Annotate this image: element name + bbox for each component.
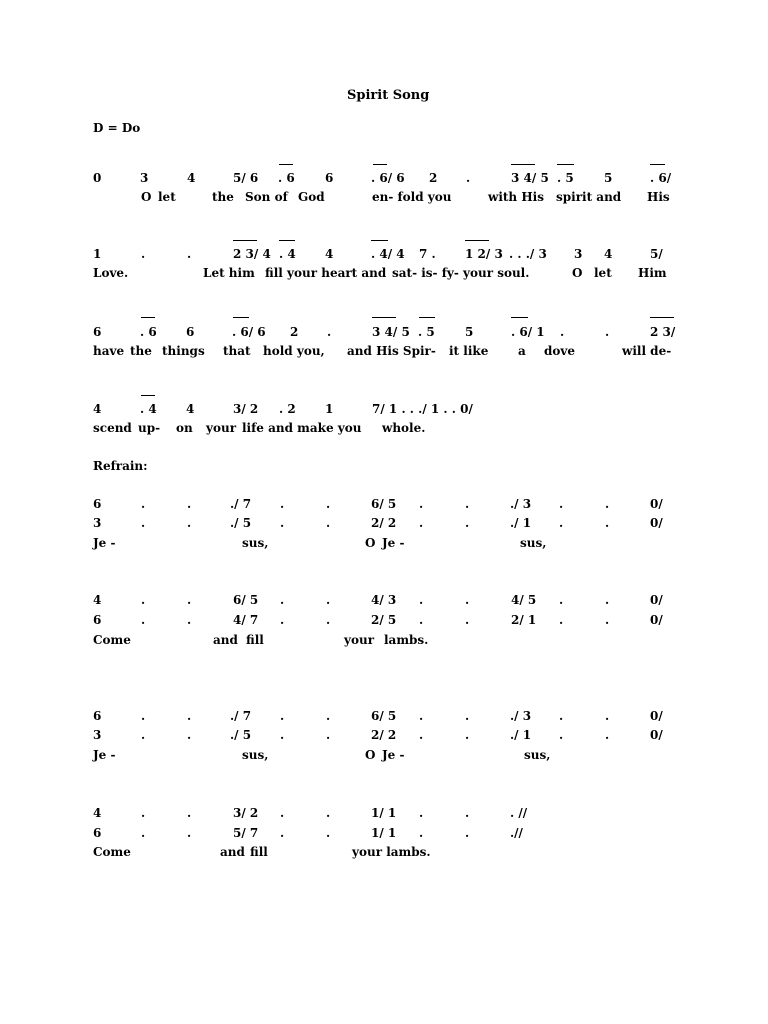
note: . 4 [140, 402, 157, 416]
note: 2 3/ [650, 325, 676, 339]
note: . [465, 806, 470, 820]
note: 6 [325, 171, 334, 185]
note: 0/ [650, 593, 663, 607]
note: . [465, 728, 470, 742]
note: . [559, 516, 564, 530]
lyric: your [206, 421, 237, 435]
beam-mark [465, 240, 489, 241]
beam-mark [233, 317, 249, 318]
note: . [605, 613, 610, 627]
note: . [605, 516, 610, 530]
note: . [187, 593, 192, 607]
key-signature: D = Do [93, 121, 141, 135]
note: . // [510, 806, 528, 820]
lyric: and His Spir- [347, 344, 436, 358]
note: . [141, 826, 146, 840]
note: . [326, 613, 331, 627]
note: 6 [93, 709, 102, 723]
lyric: have [93, 344, 125, 358]
note: . [560, 325, 565, 339]
note: 0/ [650, 516, 663, 530]
note: 0/ [650, 613, 663, 627]
note: . 6 [278, 171, 295, 185]
note: . [326, 826, 331, 840]
lyric: O [141, 190, 152, 204]
note: 5/ 6 [233, 171, 259, 185]
note: . [605, 728, 610, 742]
lyric: hold you, [263, 344, 325, 358]
note: 2 [429, 171, 438, 185]
note: 4/ 3 [371, 593, 397, 607]
note: 5/ 7 [233, 826, 259, 840]
lyric: O [572, 266, 583, 280]
note: 0/ [650, 497, 663, 511]
note: 1 [325, 402, 334, 416]
note: 2/ 2 [371, 516, 397, 530]
lyric: sus, [524, 748, 551, 762]
lyric: that [223, 344, 251, 358]
note: 6 [93, 497, 102, 511]
note: . [559, 728, 564, 742]
note: 2 [290, 325, 299, 339]
lyric: let [158, 190, 176, 204]
note: . 5 [557, 171, 574, 185]
note: 3/ 2 [233, 402, 259, 416]
lyric: Come [93, 633, 131, 647]
note: . [605, 709, 610, 723]
note: . [326, 806, 331, 820]
lyric: the [212, 190, 234, 204]
note: . [280, 806, 285, 820]
note: . [419, 613, 424, 627]
note: 6/ 5 [371, 709, 397, 723]
note: . [141, 247, 146, 261]
beam-mark [419, 317, 435, 318]
lyric: and [213, 633, 238, 647]
lyric: en- fold you [372, 190, 452, 204]
note: . [419, 516, 424, 530]
note: 0 [93, 171, 102, 185]
note: . [187, 516, 192, 530]
note: . [419, 728, 424, 742]
lyric: and [220, 845, 245, 859]
beam-mark [141, 317, 155, 318]
note: . [280, 593, 285, 607]
lyric: sus, [242, 748, 269, 762]
lyric: lambs. [384, 633, 429, 647]
note: 3 [574, 247, 583, 261]
note: . [419, 709, 424, 723]
note: . [419, 593, 424, 607]
note: . [559, 709, 564, 723]
note: . [465, 826, 470, 840]
note: ./ 7 [230, 497, 252, 511]
note: . [280, 728, 285, 742]
note: 1 [93, 247, 102, 261]
lyric: Love. [93, 266, 129, 280]
lyric: Son of [245, 190, 288, 204]
note: 4 [93, 593, 102, 607]
note: 6/ 5 [233, 593, 259, 607]
beam-mark [372, 317, 396, 318]
lyric: dove [544, 344, 576, 358]
note: . . ./ 3 [509, 247, 547, 261]
note: ./ 1 [510, 516, 532, 530]
lyric: His [647, 190, 670, 204]
beam-mark [371, 240, 388, 241]
beam-mark [557, 164, 574, 165]
note: . [280, 826, 285, 840]
lyric: fill your heart and [265, 266, 387, 280]
lyric: sat- is- fy- your soul. [392, 266, 530, 280]
lyric: a [518, 344, 526, 358]
note: . 6/ 6 [232, 325, 266, 339]
lyric: O [365, 536, 376, 550]
note: . [326, 497, 331, 511]
note: 4/ 7 [233, 613, 259, 627]
lyric: Je - [93, 748, 116, 762]
lyric: let [594, 266, 612, 280]
beam-mark [141, 395, 155, 396]
note: 2/ 5 [371, 613, 397, 627]
refrain-label: Refrain: [93, 459, 148, 473]
note: . 6 [140, 325, 157, 339]
note: 5/ [650, 247, 663, 261]
note: . [141, 806, 146, 820]
note: . [419, 806, 424, 820]
note: 3/ 2 [233, 806, 259, 820]
note: . [605, 497, 610, 511]
lyric: your lambs. [352, 845, 431, 859]
note: 4 [325, 247, 334, 261]
note: . [280, 709, 285, 723]
note: .// [510, 826, 523, 840]
lyric: whole. [382, 421, 426, 435]
note: 4 [93, 402, 102, 416]
lyric: things [162, 344, 205, 358]
lyric: the [130, 344, 152, 358]
beam-mark [279, 164, 293, 165]
note: 0/ [650, 709, 663, 723]
note: 3 4/ 5 [372, 325, 410, 339]
lyric: sus, [520, 536, 547, 550]
note: . [326, 516, 331, 530]
note: . [419, 826, 424, 840]
beam-mark [511, 164, 535, 165]
lyric: Je - [382, 748, 405, 762]
note: . 4/ 4 [371, 247, 405, 261]
note: . 5 [418, 325, 435, 339]
note: 1/ 1 [371, 826, 397, 840]
song-title: Spirit Song [347, 88, 430, 103]
lyric: God [298, 190, 325, 204]
note: 2 3/ 4 [233, 247, 271, 261]
note: 6 [93, 613, 102, 627]
note: . [280, 516, 285, 530]
note: . [141, 593, 146, 607]
lyric: life and make you [242, 421, 362, 435]
lyric: will de- [622, 344, 672, 358]
note: . [141, 497, 146, 511]
note: . [327, 325, 332, 339]
note: . [280, 613, 285, 627]
note: . 6/ 6 [371, 171, 405, 185]
lyric: sus, [242, 536, 269, 550]
note: . [141, 613, 146, 627]
note: . [326, 709, 331, 723]
note: 2/ 2 [371, 728, 397, 742]
note: . [465, 516, 470, 530]
beam-mark [650, 317, 674, 318]
note: 0/ [650, 728, 663, 742]
note: . [187, 806, 192, 820]
beam-mark [511, 317, 528, 318]
note: 4 [187, 171, 196, 185]
note: 3 [93, 516, 102, 530]
note: . [326, 593, 331, 607]
lyric: fill [250, 845, 268, 859]
note: . [280, 497, 285, 511]
note: . 2 [279, 402, 296, 416]
note: 6 [186, 325, 195, 339]
note: ./ 3 [510, 709, 532, 723]
lyric: your [344, 633, 375, 647]
lyric: on [176, 421, 193, 435]
lyric: Come [93, 845, 131, 859]
note: . [141, 728, 146, 742]
note: 3 [140, 171, 149, 185]
lyric: Let him [203, 266, 255, 280]
note: . [605, 593, 610, 607]
note: 3 [93, 728, 102, 742]
note: . [465, 593, 470, 607]
note: 1/ 1 [371, 806, 397, 820]
lyric: scend [93, 421, 132, 435]
note: . [465, 497, 470, 511]
note: . 4 [279, 247, 296, 261]
note: 7/ 1 . . ./ 1 . . 0/ [372, 402, 473, 416]
note: ./ 1 [510, 728, 532, 742]
note: 2/ 1 [511, 613, 537, 627]
note: 5 [604, 171, 613, 185]
note: . [326, 728, 331, 742]
note: . [605, 325, 610, 339]
note: ./ 5 [230, 516, 252, 530]
note: 6/ 5 [371, 497, 397, 511]
lyric: spirit and [556, 190, 622, 204]
note: 4 [93, 806, 102, 820]
beam-mark [650, 164, 665, 165]
lyric: Je - [382, 536, 405, 550]
note: . [141, 709, 146, 723]
note: 4 [186, 402, 195, 416]
note: . [465, 613, 470, 627]
note: 6 [93, 325, 102, 339]
note: . [465, 709, 470, 723]
beam-mark [279, 240, 295, 241]
note: 3 4/ 5 [511, 171, 549, 185]
lyric: Him [638, 266, 667, 280]
note: ./ 7 [230, 709, 252, 723]
note: . [466, 171, 471, 185]
note: . 6/ [650, 171, 672, 185]
note: . [187, 826, 192, 840]
lyric: it like [449, 344, 489, 358]
note: . [559, 593, 564, 607]
note: 7 . [419, 247, 436, 261]
note: 6 [93, 826, 102, 840]
lyric: O [365, 748, 376, 762]
note: ./ 5 [230, 728, 252, 742]
note: . [187, 497, 192, 511]
note: 4 [604, 247, 613, 261]
note: 1 2/ 3 [465, 247, 503, 261]
note: 5 [465, 325, 474, 339]
lyric: with His [488, 190, 544, 204]
lyric: Je - [93, 536, 116, 550]
note: ./ 3 [510, 497, 532, 511]
note: . [141, 516, 146, 530]
note: . [559, 613, 564, 627]
beam-mark [373, 164, 387, 165]
note: . [187, 709, 192, 723]
lyric: up- [138, 421, 161, 435]
note: . [419, 497, 424, 511]
note: . [187, 247, 192, 261]
note: . [187, 728, 192, 742]
note: . 6/ 1 [511, 325, 545, 339]
note: . [187, 613, 192, 627]
lyric: fill [246, 633, 264, 647]
beam-mark [233, 240, 257, 241]
note: . [559, 497, 564, 511]
note: 4/ 5 [511, 593, 537, 607]
